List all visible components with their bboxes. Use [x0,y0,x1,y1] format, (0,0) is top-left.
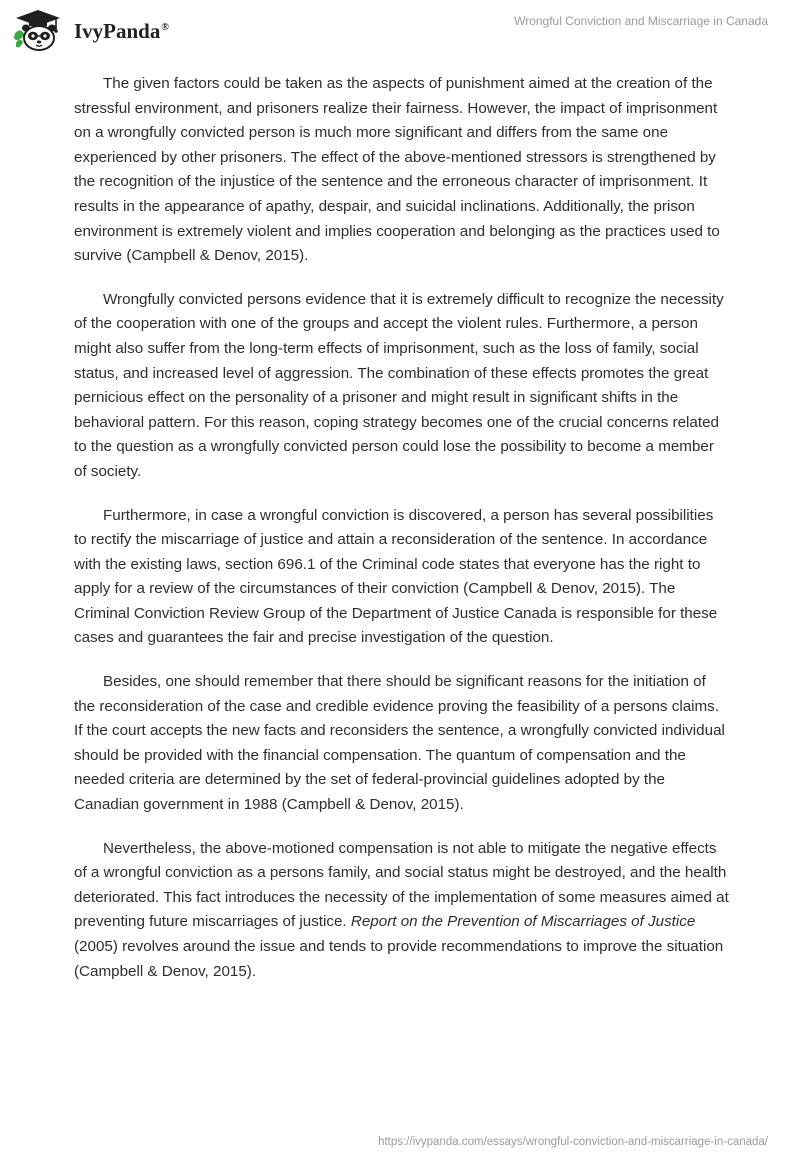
paragraph-4: Besides, one should remember that there should be significant reasons for the initiation of the reconsideration of the case and credible evidence proving the feasibility of a persons claims. If the court accepts the new facts and reconsiders the sentence, a wrongfully convicted individual should be provided with the financial compensation. The quantum of compensation and the needed criteria are determined by the set of federal-provincial guidelines adopted by the Canadian government in 1988 (Campbell & Denov, 2015). [74,673,725,814]
registered-mark: ® [161,22,169,33]
paragraph-1: The given factors could be taken as the aspects of punishment aimed at the creation of the stressful environment, and prisoners realize their fairness. However, the impact of imprisonment on a wrongfully convicted person is much more significant and differs from the same one experienced by other prisoners. The effect of the above-mentioned stressors is strengthened by the recognition of the injustice of the sentence and the erroneous character of imprisonment. It results in the appearance of apathy, despair, and suicidal inclinations. Additionally, the prison environment is extremely violent and implies cooperation and belonging as the practices used to survive (Campbell & Denov, 2015). [74,75,720,265]
panda-graduate-icon [12,8,64,52]
brand-logo[interactable] [12,8,182,52]
paragraph-5-text-before: Nevertheless, the above-motioned compensation is not able to mitigate the negative effects of a wrongful conviction as a persons family, and social status might be destroyed, and the health deteriorated. This fact introduces the necessity of the implementation of some measures aimed at preventing future miscarriages of justice. [74,839,729,931]
paragraph-3: Furthermore, in case a wrongful conviction is discovered, a person has several possibilities to rectify the miscarriage of justice and attain a reconsideration of the sentence. In accordance with the existing laws, section 696.1 of the Criminal code states that everyone has the right to apply for a review of the circumstances of their conviction (Campbell & Denov, 2015). The Criminal Conviction Review Group of the Department of Justice Canada is responsible for these cases and guarantees the fair and precise investigation of the question. [74,506,718,647]
page-header [0,0,800,56]
essay-body [74,72,730,1003]
brand-name-text: IvyPanda [74,19,161,43]
paragraph-5 [74,837,730,985]
report-title-italic: Report on the Prevention of Miscarriages of Justice [350,913,696,931]
paragraph-2: Wrongfully convicted persons evidence that it is extremely difficult to recognize the necessity of the cooperation with one of the groups and accept the violent rules. Furthermore, a person might also suffer from the long-term effects of imprisonment, such as the loss of family, social status, and increased level of aggression. The combination of these effects promotes the great pernicious effect on the personality of a prisoner and might result in significant shifts in the behavioral pattern. For this reason, coping strategy becomes one of the crucial concerns related to the question as a wrongfully convicted person could lose the possibility to become a member of society. [74,290,724,480]
document-title: Wrongful Conviction and Miscarriage in Canada [514,14,768,28]
source-url[interactable]: https://ivypanda.com/essays/wrongful-conviction-and-miscarriage-in-canada/ [378,1136,768,1148]
brand-name [74,21,169,42]
paragraph-5-text-after: (2005) revolves around the issue and tends to provide recommendations to improve the situation (Campbell & Denov, 2015). [74,938,724,980]
